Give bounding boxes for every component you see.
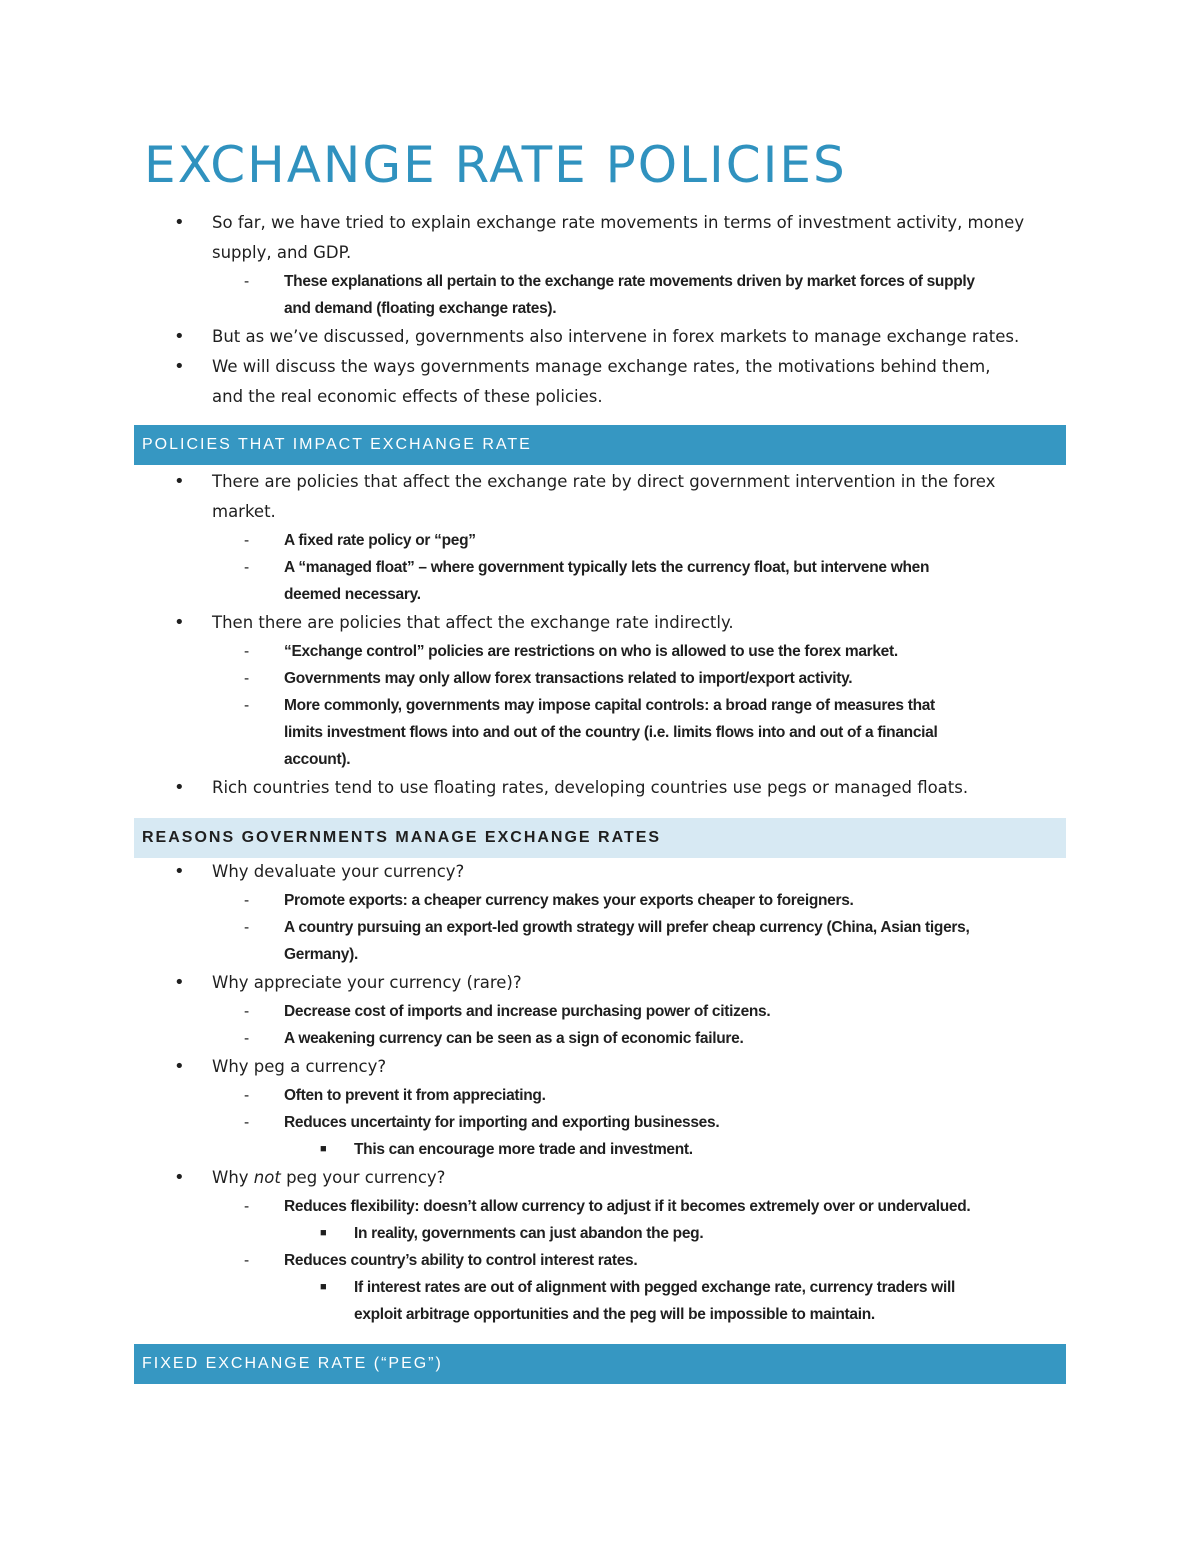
bullet-icon: • (174, 471, 185, 492)
list-item: • There are policies that affect the exchange rate by direct government intervention in the forex (134, 467, 1066, 497)
dash-icon: - (244, 532, 249, 549)
list-item-continuation: market. (212, 502, 276, 521)
sub-list-item-continuation: limits investment flows into and out of the country (i.e. limits flows into and out of a financial (284, 724, 938, 741)
sub-list-item: - A country pursuing an export-led growth strategy will prefer cheap currency (China, Asian tigers, (134, 914, 1066, 941)
section-heading-policies: POLICIES THAT IMPACT EXCHANGE RATE (134, 425, 1066, 465)
list-item: • So far, we have tried to explain exchange rate movements in terms of investment activity, money (134, 208, 1066, 238)
dash-icon: - (244, 273, 249, 290)
list-item: • Then there are policies that affect the exchange rate indirectly. (134, 608, 1066, 638)
dash-icon: - (244, 559, 249, 576)
square-bullet-icon: ■ (320, 1227, 327, 1239)
sub-list-item: - A fixed rate policy or “peg” (134, 527, 1066, 554)
list-item: • Why appreciate your currency (rare)? (134, 968, 1066, 998)
sub-sub-list-item: ■ This can encourage more trade and investment. (134, 1136, 1066, 1163)
sub-list-item: - “Exchange control” policies are restrictions on who is allowed to use the forex market. (134, 638, 1066, 665)
sub-list-item-continuation: account). (284, 751, 351, 768)
list-item: • Why peg a currency? (134, 1052, 1066, 1082)
list-item: • We will discuss the ways governments manage exchange rates, the motivations behind them, (134, 352, 1066, 382)
sub-list-item: - Often to prevent it from appreciating. (134, 1082, 1066, 1109)
bullet-icon: • (174, 972, 185, 993)
sub-list-item: - More commonly, governments may impose capital controls: a broad range of measures that (134, 692, 1066, 719)
dash-icon: - (244, 697, 249, 714)
sub-list-item-continuation: deemed necessary. (284, 586, 421, 603)
sub-list-item-continuation: and demand (floating exchange rates). (284, 300, 557, 317)
dash-icon: - (244, 1198, 249, 1215)
dash-icon: - (244, 670, 249, 687)
sub-sub-list-item: ■ In reality, governments can just abandon the peg. (134, 1220, 1066, 1247)
sub-list-item: - Reduces country’s ability to control interest rates. (134, 1247, 1066, 1274)
section-heading-reasons: REASONS GOVERNMENTS MANAGE EXCHANGE RATES (134, 818, 1066, 858)
list-item: • Rich countries tend to use floating rates, developing countries use pegs or managed floats. (134, 773, 1066, 803)
intro-list (134, 208, 1066, 412)
sub-list-item: - A weakening currency can be seen as a sign of economic failure. (134, 1025, 1066, 1052)
sub-list-item: - Promote exports: a cheaper currency makes your exports cheaper to foreigners. (134, 887, 1066, 914)
bullet-icon: • (174, 1056, 185, 1077)
list-item: • But as we’ve discussed, governments also intervene in forex markets to manage exchange rates. (134, 322, 1066, 352)
sub-list-item-continuation: Germany). (284, 946, 358, 963)
sub-list-item: - A “managed float” – where government typically lets the currency float, but intervene when (134, 554, 1066, 581)
dash-icon: - (244, 1114, 249, 1131)
dash-icon: - (244, 1252, 249, 1269)
sub-list-item: - Governments may only allow forex transactions related to import/export activity. (134, 665, 1066, 692)
bullet-icon: • (174, 777, 185, 798)
policies-list (134, 467, 1066, 803)
bullet-icon: • (174, 861, 185, 882)
list-item: • Why devaluate your currency? (134, 857, 1066, 887)
bullet-icon: • (174, 1167, 185, 1188)
bullet-icon: • (174, 326, 185, 347)
sub-sub-list-item-continuation: exploit arbitrage opportunities and the peg will be impossible to maintain. (354, 1306, 875, 1323)
dash-icon: - (244, 643, 249, 660)
list-item-continuation: supply, and GDP. (212, 243, 352, 262)
bullet-icon: • (174, 356, 185, 377)
page-title: EXCHANGE RATE POLICIES (144, 136, 847, 194)
bullet-icon: • (174, 612, 185, 633)
dash-icon: - (244, 892, 249, 909)
dash-icon: - (244, 919, 249, 936)
dash-icon: - (244, 1003, 249, 1020)
section-heading-fixed-rate: FIXED EXCHANGE RATE (“PEG”) (134, 1344, 1066, 1384)
reasons-list (134, 857, 1066, 1328)
dash-icon: - (244, 1030, 249, 1047)
dash-icon: - (244, 1087, 249, 1104)
list-item: • Why not peg your currency? (134, 1163, 1066, 1193)
sub-list-item: - Reduces uncertainty for importing and exporting businesses. (134, 1109, 1066, 1136)
sub-list-item: - Decrease cost of imports and increase purchasing power of citizens. (134, 998, 1066, 1025)
sub-list-item: - Reduces flexibility: doesn’t allow currency to adjust if it becomes extremely over or undervalued. (134, 1193, 1066, 1220)
sub-list-item: - These explanations all pertain to the exchange rate movements driven by market forces of supply (134, 268, 1066, 295)
square-bullet-icon: ■ (320, 1143, 327, 1155)
square-bullet-icon: ■ (320, 1281, 327, 1293)
sub-sub-list-item: ■ If interest rates are out of alignment with pegged exchange rate, currency traders will (134, 1274, 1066, 1301)
list-item-continuation: and the real economic effects of these policies. (212, 387, 603, 406)
bullet-icon: • (174, 212, 185, 233)
